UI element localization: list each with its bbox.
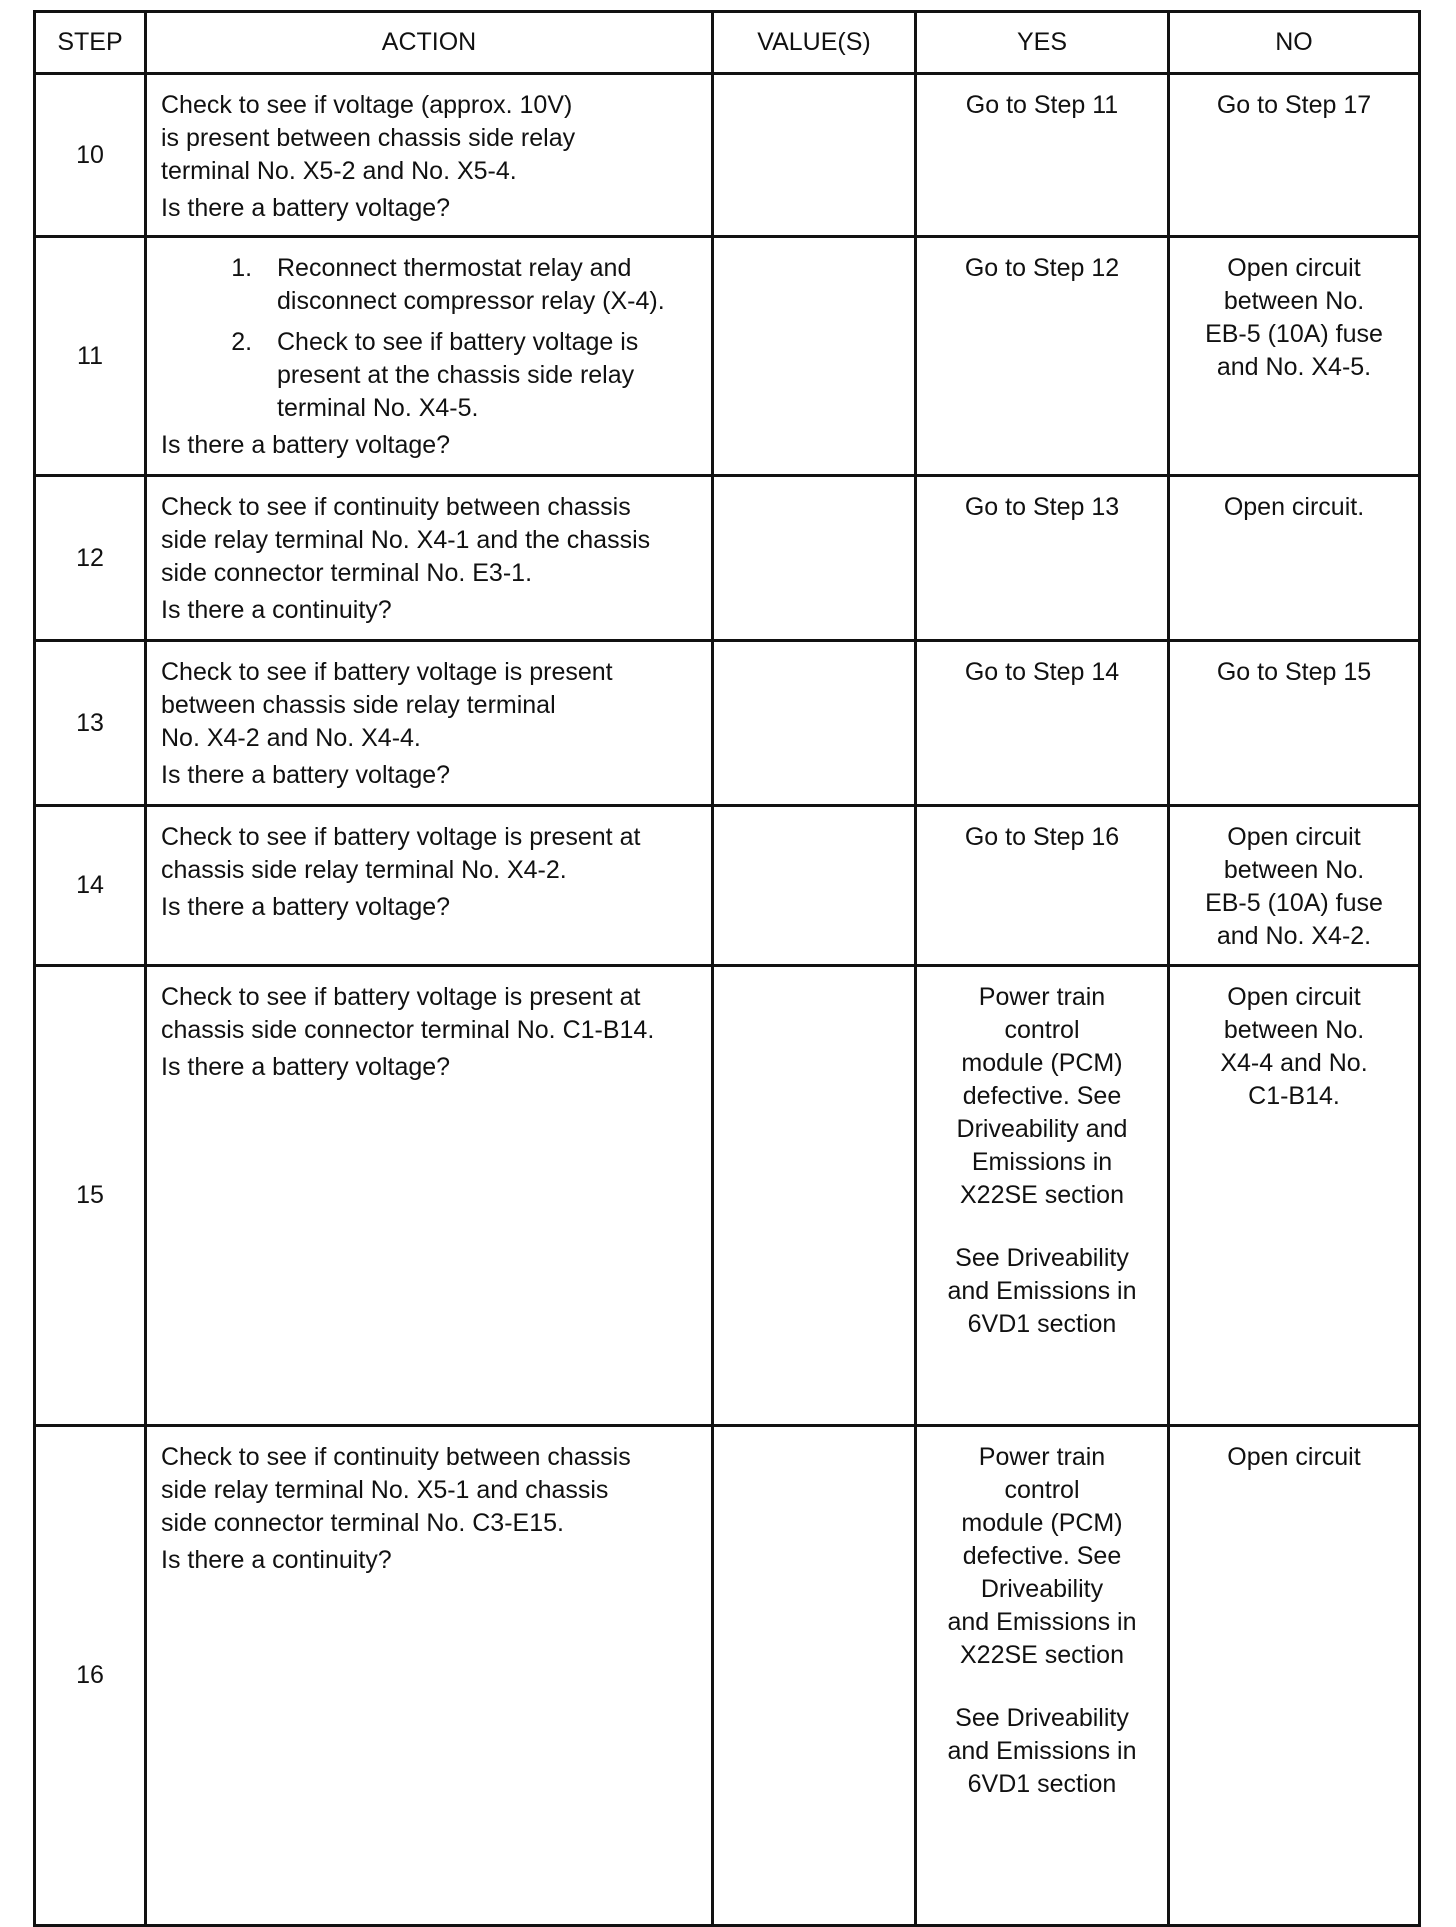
table-row: [35, 476, 1420, 641]
header-no: NO: [1169, 12, 1420, 74]
header-values: VALUE(S): [713, 12, 916, 74]
no-cell: Go to Step 15: [1169, 641, 1420, 806]
table-row: [35, 966, 1420, 1426]
action-cell: [146, 806, 713, 966]
no-cell: Open circuit.: [1169, 476, 1420, 641]
value-cell: [713, 237, 916, 476]
table-row: [35, 806, 1420, 966]
value-cell: [713, 74, 916, 237]
list-item: 2. Check to see if battery voltage is present at the chassis side relay terminal No. X4-5.: [259, 326, 701, 425]
header-row: [35, 12, 1420, 74]
value-cell: [713, 641, 916, 806]
table-row: [35, 1426, 1420, 1926]
step-number: 15: [35, 966, 146, 1426]
action-cell: [146, 966, 713, 1426]
step-number: 16: [35, 1426, 146, 1926]
action-text: Check to see if battery voltage is present between chassis side relay terminal No. X4-2 and No. X4-4.: [161, 658, 613, 752]
no-cell: Go to Step 17: [1169, 74, 1420, 237]
no-cell: Open circuit: [1169, 1426, 1420, 1926]
diagnostic-table: [33, 10, 1421, 1927]
action-cell: [146, 1426, 713, 1926]
yes-cell: Go to Step 14: [916, 641, 1169, 806]
table-row: [35, 641, 1420, 806]
step-number: 11: [35, 237, 146, 476]
action-cell: [146, 74, 713, 237]
action-question: Is there a battery voltage?: [161, 761, 451, 789]
action-text: Check to see if continuity between chassis side relay terminal No. X5-1 and chassis side connector terminal No. C3-E15.: [161, 1443, 631, 1537]
yes-cell: Go to Step 11: [916, 74, 1169, 237]
action-cell: [146, 476, 713, 641]
yes-cell: Go to Step 12: [916, 237, 1169, 476]
yes-cell: [916, 1426, 1169, 1926]
step-number: 14: [35, 806, 146, 966]
action-question: Is there a battery voltage?: [161, 431, 451, 459]
action-text: Check to see if battery voltage is present at chassis side connector terminal No. C1-B14.: [161, 983, 655, 1044]
value-cell: [713, 1426, 916, 1926]
value-cell: [713, 476, 916, 641]
action-cell: [146, 641, 713, 806]
list-item: 1. Reconnect thermostat relay and disconnect compressor relay (X-4).: [259, 252, 701, 318]
step-number: 12: [35, 476, 146, 641]
action-question: Is there a battery voltage?: [161, 194, 451, 222]
yes-cell: [916, 966, 1169, 1426]
yes-cell: Go to Step 16: [916, 806, 1169, 966]
yes-extra-text: See Driveability and Emissions in 6VD1 section: [947, 1704, 1137, 1798]
action-text: Check to see if battery voltage is present at chassis side relay terminal No. X4-2.: [161, 823, 641, 884]
action-cell: [146, 237, 713, 476]
no-cell: Open circuit between No. X4-4 and No. C1-B14.: [1169, 966, 1420, 1426]
value-cell: [713, 966, 916, 1426]
action-question: Is there a continuity?: [161, 1546, 392, 1574]
yes-text: Power train control module (PCM) defective. See Driveability and Emissions in X22SE section: [956, 983, 1128, 1209]
table-row: [35, 74, 1420, 237]
action-steps-list: [161, 252, 701, 425]
header-step: STEP: [35, 12, 146, 74]
yes-extra-text: See Driveability and Emissions in 6VD1 section: [947, 1244, 1137, 1338]
action-text: Check to see if continuity between chassis side relay terminal No. X4-1 and the chassis side connector terminal No. E3-1.: [161, 493, 651, 587]
table-row: [35, 237, 1420, 476]
action-question: Is there a continuity?: [161, 596, 392, 624]
value-cell: [713, 806, 916, 966]
step-number: 10: [35, 74, 146, 237]
yes-cell: Go to Step 13: [916, 476, 1169, 641]
header-yes: YES: [916, 12, 1169, 74]
action-text: Check to see if voltage (approx. 10V) is present between chassis side relay terminal No. X5-2 and No. X5-4.: [161, 91, 576, 185]
no-cell: Open circuit between No. EB-5 (10A) fuse and No. X4-2.: [1169, 806, 1420, 966]
header-action: ACTION: [146, 12, 713, 74]
action-question: Is there a battery voltage?: [161, 893, 451, 921]
step-number: 13: [35, 641, 146, 806]
action-question: Is there a battery voltage?: [161, 1053, 451, 1081]
no-cell: Open circuit between No. EB-5 (10A) fuse and No. X4-5.: [1169, 237, 1420, 476]
yes-text: Power train control module (PCM) defective. See Driveability and Emissions in X22SE section: [947, 1443, 1137, 1669]
